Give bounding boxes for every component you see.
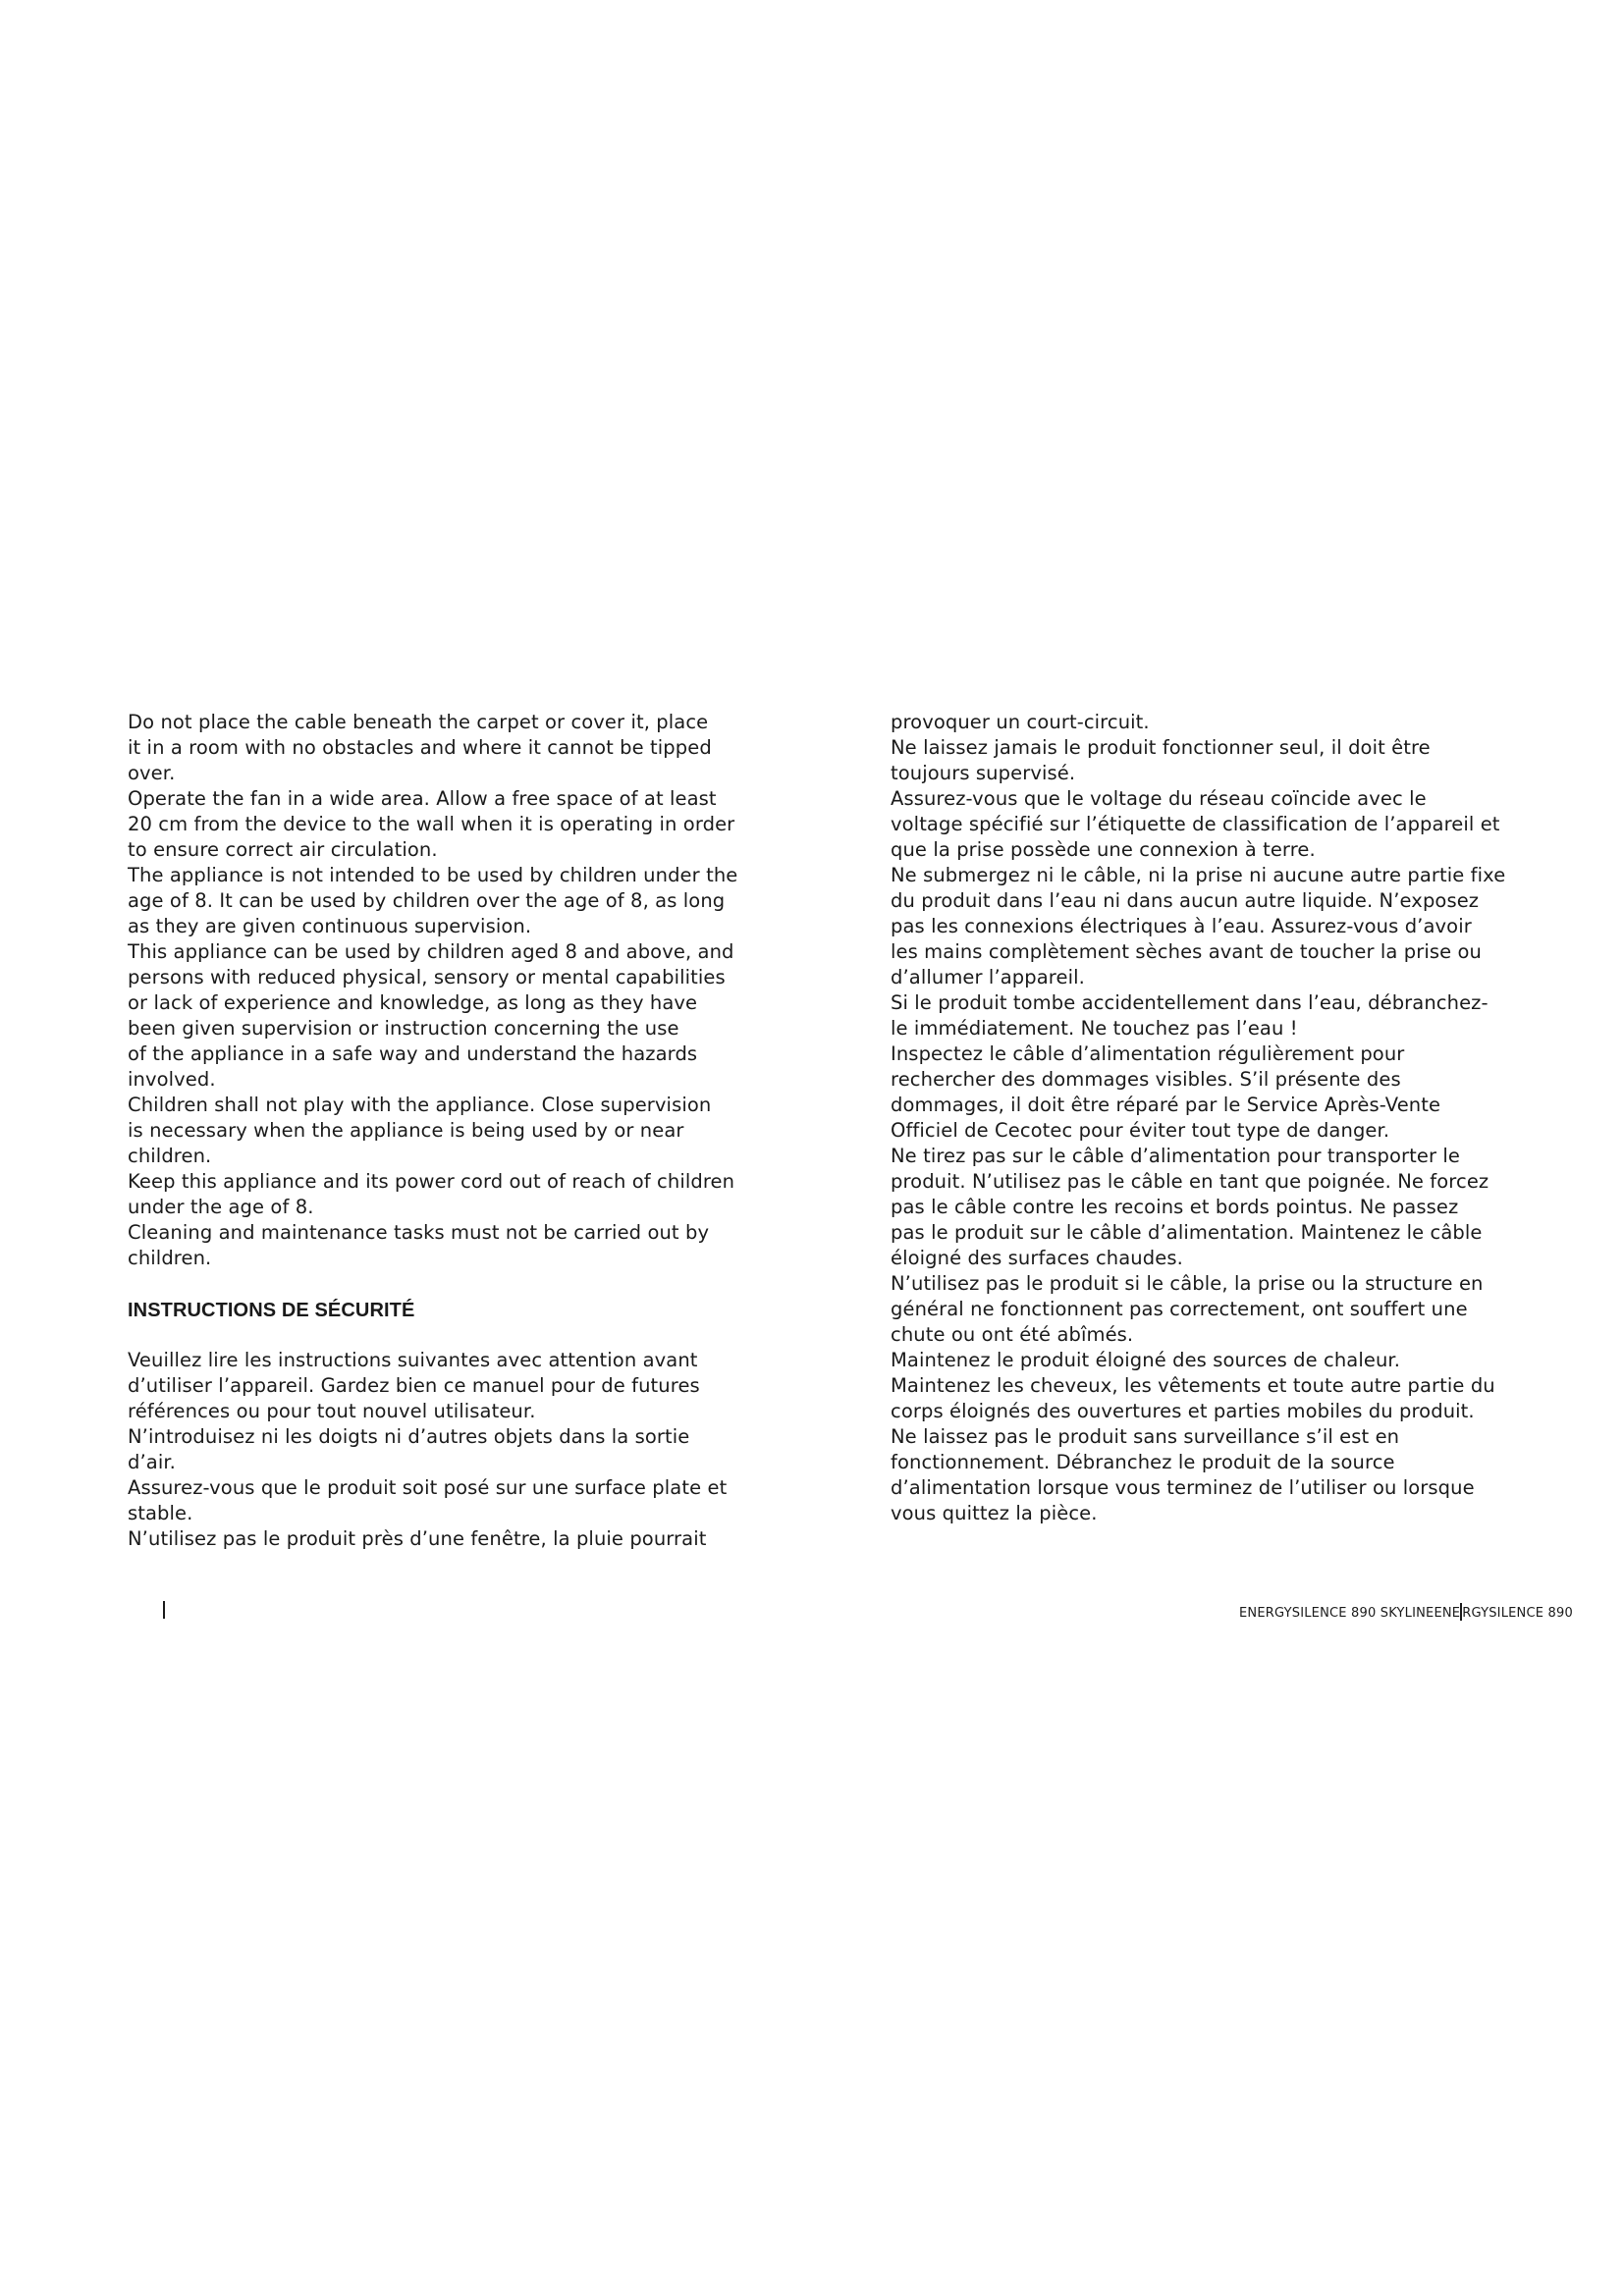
text-line: Ne tirez pas sur le câble d’alimentation pour transporter le [891, 1145, 1461, 1167]
text-line: d’utiliser l’appareil. Gardez bien ce manuel pour de futures [128, 1374, 700, 1397]
text-line: Operate the fan in a wide area. Allow a free space of at least [128, 787, 717, 810]
text-line: Ne submergez ni le câble, ni la prise ni aucune autre partie fixe [891, 864, 1506, 886]
text-line: Keep this appliance and its power cord out of reach of children [128, 1170, 735, 1193]
text-line: Cleaning and maintenance tasks must not be carried out by [128, 1221, 710, 1244]
text-line: persons with reduced physical, sensory or mental capabilities [128, 966, 726, 988]
section-heading: INSTRUCTIONS DE SÉCURITÉ [128, 1300, 415, 1321]
text-line: toujours supervisé. [891, 762, 1076, 784]
text-line: Veuillez lire les instructions suivantes avec attention avant [128, 1349, 698, 1371]
text-line: fonctionnement. Débranchez le produit de la source [891, 1451, 1395, 1473]
text-line: children. [128, 1247, 212, 1269]
text-line: pas les connexions électriques à l’eau. Assurez-vous d’avoir [891, 915, 1472, 937]
footer-product-name [1239, 1603, 1573, 1622]
text-line: Maintenez les cheveux, les vêtements et toute autre partie du [891, 1374, 1495, 1397]
text-line: Si le produit tombe accidentellement dans l’eau, débranchez- [891, 991, 1489, 1014]
text-line: pas le produit sur le câble d’alimentation. Maintenez le câble [891, 1221, 1483, 1244]
text-line: Inspectez le câble d’alimentation régulièrement pour [891, 1042, 1405, 1065]
text-line: involved. [128, 1068, 216, 1091]
text-line: N’introduisez ni les doigts ni d’autres objets dans la sortie [128, 1425, 690, 1448]
right-column [891, 710, 1519, 1526]
text-line: Officiel de Cecotec pour éviter tout type de danger. [891, 1119, 1390, 1142]
text-line: références ou pour tout nouvel utilisateur. [128, 1400, 536, 1422]
footer-text-right: RGYSILENCE 890 [1462, 1606, 1573, 1621]
text-line: éloigné des surfaces chaudes. [891, 1247, 1183, 1269]
text-line: d’allumer l’appareil. [891, 966, 1085, 988]
text-line: que la prise possède une connexion à terre. [891, 838, 1316, 861]
text-line: d’alimentation lorsque vous terminez de l’utiliser ou lorsque [891, 1476, 1475, 1499]
text-line: Assurez-vous que le voltage du réseau coïncide avec le [891, 787, 1427, 810]
text-line: chute ou ont été abîmés. [891, 1323, 1134, 1346]
footer-text-left: ENERGYSILENCE 890 SKYLINEENE [1239, 1606, 1461, 1621]
text-line: is necessary when the appliance is being used by or near [128, 1119, 684, 1142]
text-line: corps éloignés des ouvertures et parties mobiles du produit. [891, 1400, 1475, 1422]
right-text-block [891, 710, 1519, 1526]
text-line: d’air. [128, 1451, 176, 1473]
text-line: général ne fonctionnent pas correctement, ont souffert une [891, 1298, 1468, 1320]
text-line: Ne laissez jamais le produit fonctionner seul, il doit être [891, 736, 1431, 759]
text-line: pas le câble contre les recoins et bords pointus. Ne passez [891, 1196, 1459, 1218]
text-line: voltage spécifié sur l’étiquette de classification de l’appareil et [891, 813, 1500, 835]
text-line: age of 8. It can be used by children over the age of 8, as long [128, 889, 726, 912]
text-line: stable. [128, 1502, 193, 1524]
text-line: le immédiatement. Ne touchez pas l’eau ! [891, 1017, 1298, 1040]
text-line: rechercher des dommages visibles. S’il présente des [891, 1068, 1401, 1091]
text-line: dommages, il doit être réparé par le Service Après-Vente [891, 1094, 1441, 1116]
text-line: Assurez-vous que le produit soit posé sur une surface plate et [128, 1476, 728, 1499]
text-line: Ne laissez pas le produit sans surveillance s’il est en [891, 1425, 1400, 1448]
text-line: been given supervision or instruction concerning the use [128, 1017, 679, 1040]
text-line: N’utilisez pas le produit près d’une fenêtre, la pluie pourrait [128, 1527, 707, 1550]
text-line: du produit dans l’eau ni dans aucun autre liquide. N’exposez [891, 889, 1480, 912]
left-column [128, 710, 756, 1552]
text-line: The appliance is not intended to be used by children under the [128, 864, 738, 886]
text-line: 20 cm from the device to the wall when it is operating in order [128, 813, 735, 835]
text-line: under the age of 8. [128, 1196, 314, 1218]
text-line: vous quittez la pièce. [891, 1502, 1098, 1524]
text-line: Maintenez le produit éloigné des sources de chaleur. [891, 1349, 1401, 1371]
text-line: of the appliance in a safe way and understand the hazards [128, 1042, 698, 1065]
left-text-block [128, 710, 756, 1271]
text-line: or lack of experience and knowledge, as long as they have [128, 991, 698, 1014]
text-line: les mains complètement sèches avant de toucher la prise ou [891, 940, 1482, 963]
text-line: N’utilisez pas le produit si le câble, la prise ou la structure en [891, 1272, 1484, 1295]
page-number-marker [163, 1601, 165, 1619]
text-line: Children shall not play with the appliance. Close supervision [128, 1094, 712, 1116]
text-line: over. [128, 762, 176, 784]
text-line: it in a room with no obstacles and where it cannot be tipped [128, 736, 712, 759]
text-line: produit. N’utilisez pas le câble en tant que poignée. Ne forcez [891, 1170, 1489, 1193]
text-line: children. [128, 1145, 212, 1167]
text-line: provoquer un court-circuit. [891, 711, 1150, 733]
text-line: to ensure correct air circulation. [128, 838, 438, 861]
left-text-block-french [128, 1348, 756, 1552]
text-line: as they are given continuous supervision. [128, 915, 532, 937]
text-line: This appliance can be used by children aged 8 and above, and [128, 940, 734, 963]
text-line: Do not place the cable beneath the carpet or cover it, place [128, 711, 709, 733]
